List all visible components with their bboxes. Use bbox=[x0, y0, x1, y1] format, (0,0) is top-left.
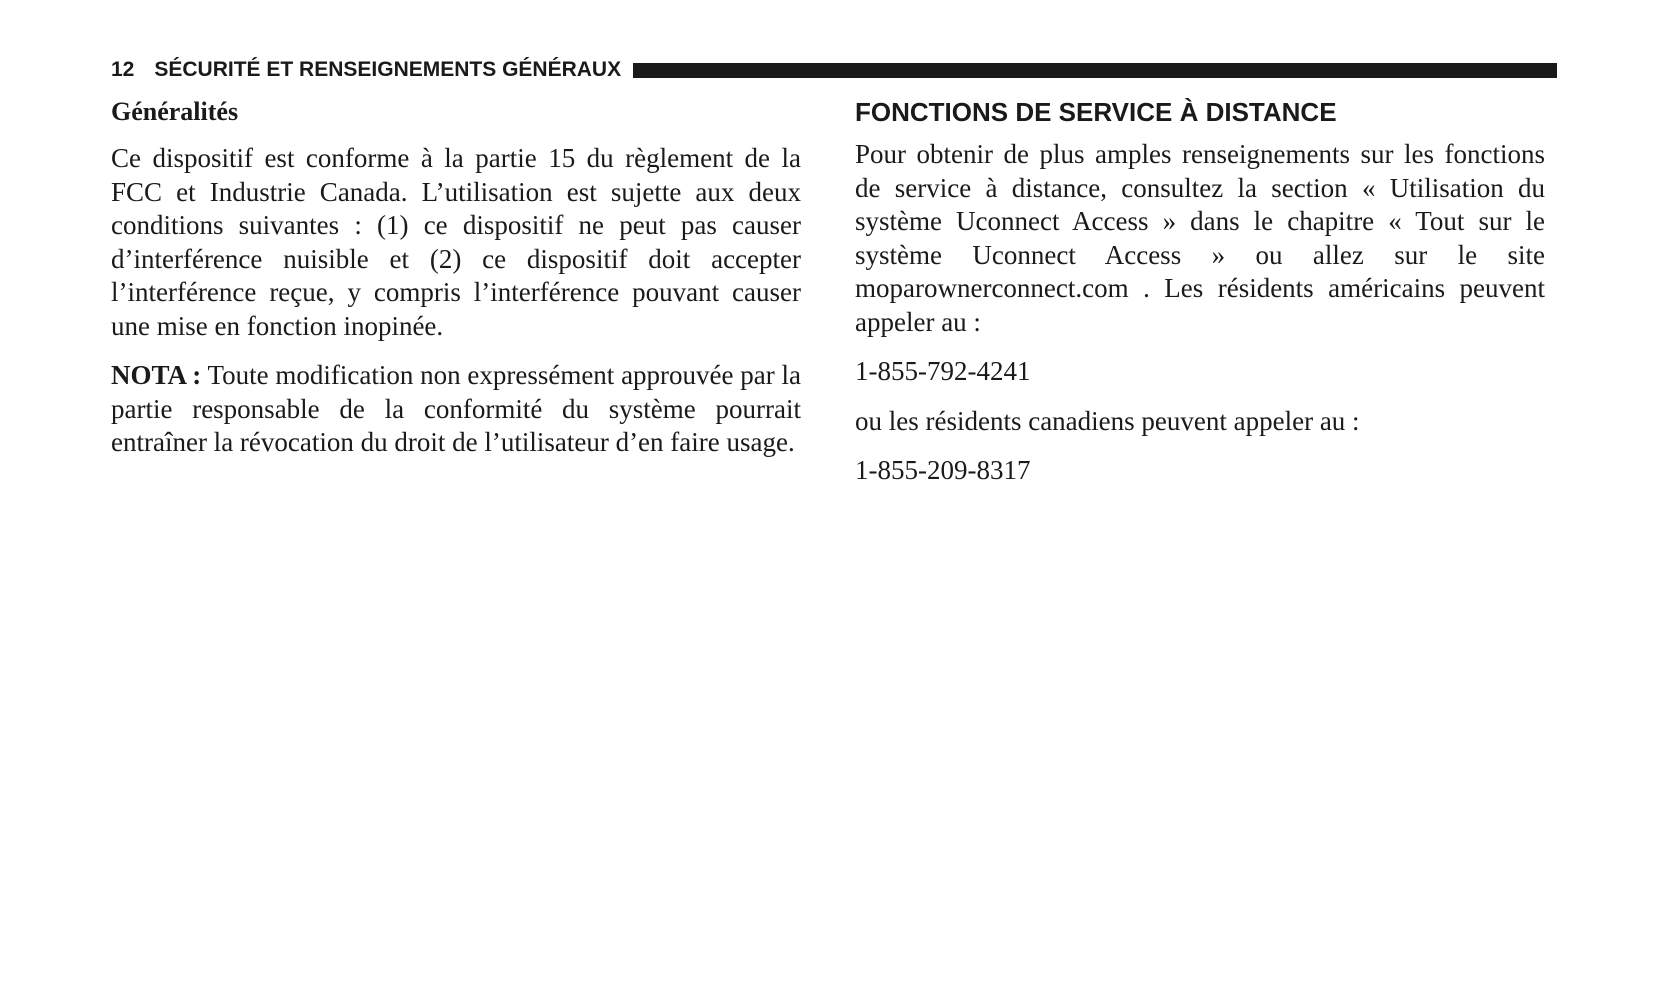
phone-canada: 1-855-209-8317 bbox=[855, 455, 1031, 485]
heading-remote-services: FONCTIONS DE SERVICE À DISTANCE bbox=[855, 97, 1337, 127]
phone-us: 1-855-792-4241 bbox=[855, 356, 1031, 386]
note-text: Toute modification non expressément approuvée par la partie responsable de la conformité du système pourrait entraîner la révocation du droit de l’utilisateur d’en faire usage. bbox=[111, 360, 801, 457]
note-label: NOTA : bbox=[111, 360, 202, 390]
right-column bbox=[855, 92, 1545, 504]
note-paragraph bbox=[111, 359, 801, 460]
left-column bbox=[111, 92, 801, 476]
canada-paragraph: ou les résidents canadiens peuvent appeler au : bbox=[855, 405, 1360, 436]
section-title: SÉCURITÉ ET RENSEIGNEMENTS GÉNÉRAUX bbox=[154, 58, 622, 81]
subheading-generalites: Généralités bbox=[111, 97, 239, 126]
remote-services-paragraph: Pour obtenir de plus amples renseignements sur les fonctions de service à distance, consultez la section « Utilisation du système Uconnect Access » dans le chapitre « Tout sur le système Uconnect Access » ou allez sur le site moparownerconnect.com . Les résidents américains peuvent appeler au : bbox=[855, 139, 1545, 337]
page-header bbox=[111, 57, 1557, 83]
page-number: 12 bbox=[111, 58, 135, 81]
compliance-paragraph: Ce dispositif est conforme à la partie 15 du règlement de la FCC et Industrie Canada. L’utilisation est sujette aux deux conditions suivantes : (1) ce dispositif ne peut pas causer d’interférence nuisible et (2) ce dispositif doit accepter l’interférence reçue, y compris l’interférence pouvant causer une mise en fonction inopinée. bbox=[111, 143, 801, 341]
header-rule bbox=[633, 63, 1557, 78]
